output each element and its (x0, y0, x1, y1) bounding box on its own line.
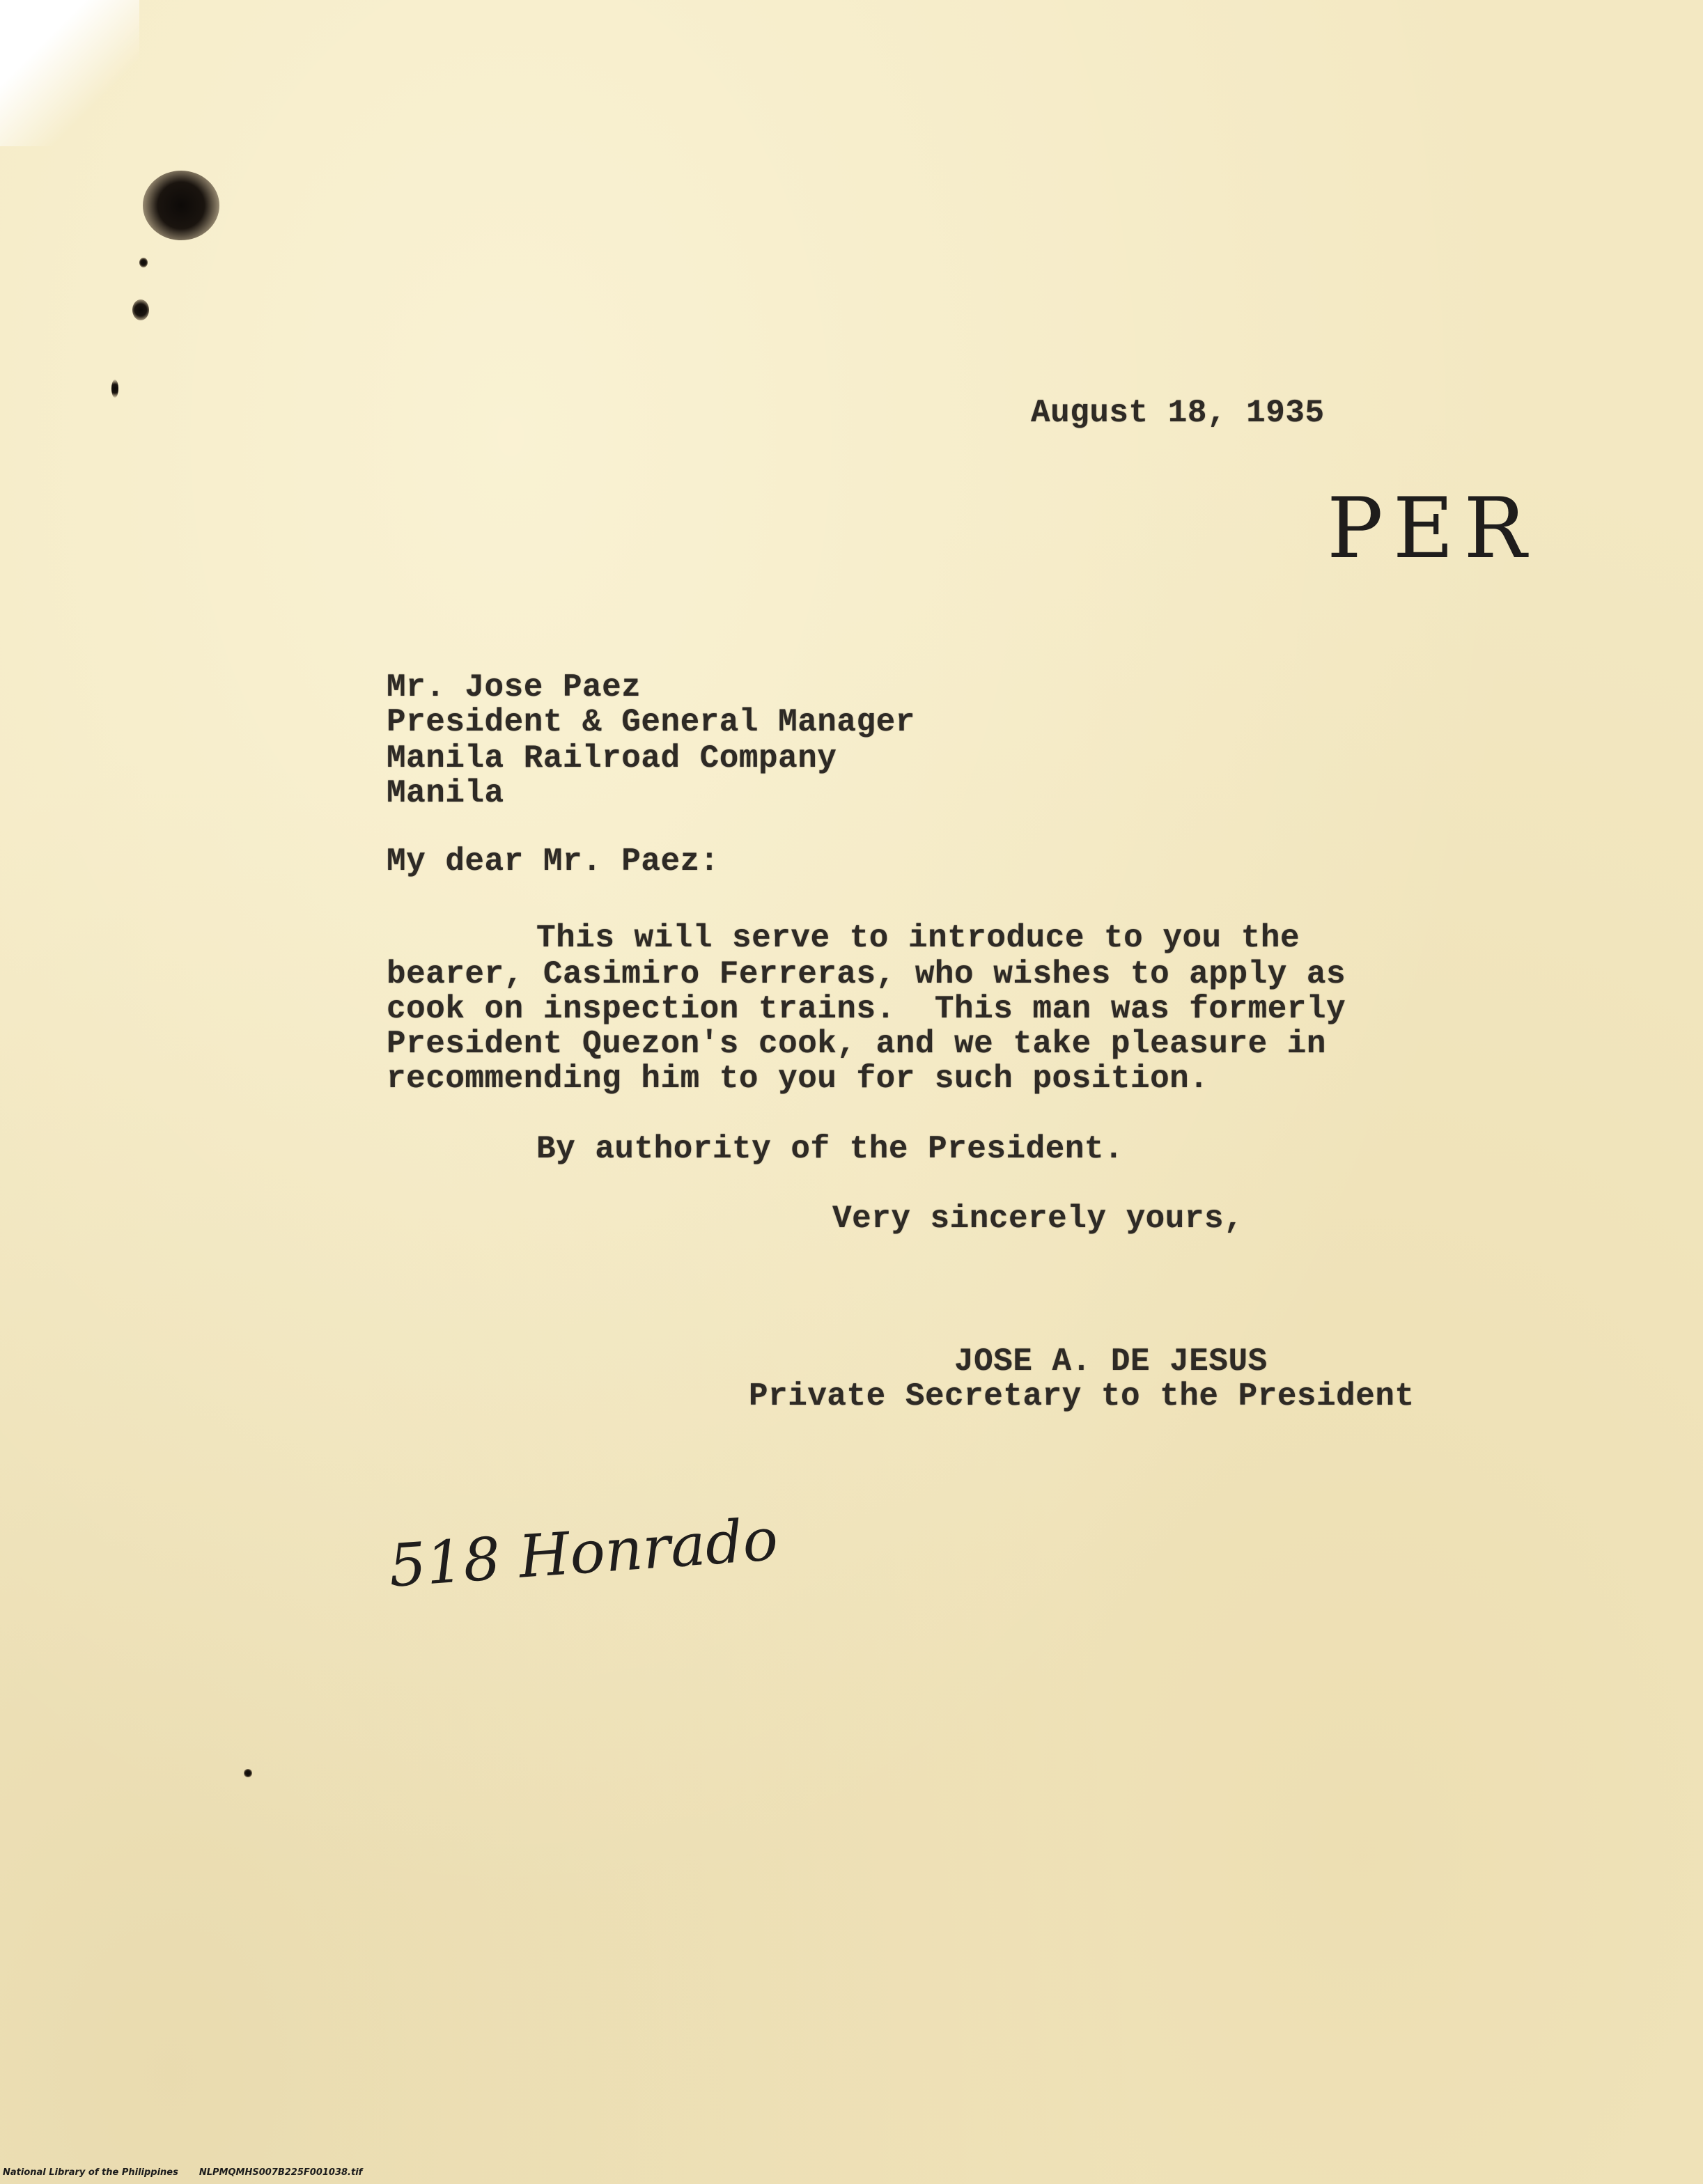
signatory-name: JOSE A. DE JESUS (954, 1343, 1268, 1380)
ink-dot (244, 1769, 252, 1777)
footer-library: National Library of the Philippines (3, 2167, 178, 2178)
burn-mark (111, 380, 118, 398)
body-line: recommending him to you for such position. (387, 1061, 1209, 1097)
recipient-name: Mr. Jose Paez (387, 669, 641, 705)
footer-file-id: NLPMQMHS007B225F001038.tif (199, 2167, 363, 2178)
salutation: My dear Mr. Paez: (387, 843, 720, 880)
authority-line: By authority of the President. (536, 1131, 1124, 1167)
letter-date: August 18, 1935 (1031, 395, 1325, 431)
burn-mark (143, 171, 219, 240)
signatory-title: Private Secretary to the President (749, 1378, 1415, 1414)
body-line: bearer, Casimiro Ferreras, who wishes to apply as (387, 956, 1346, 992)
handwritten-address: 518 Honrado (387, 1504, 781, 1600)
burn-mark (132, 299, 149, 320)
closing: Very sincerely yours, (832, 1201, 1244, 1237)
body-line: President Quezon's cook, and we take pleasure in (387, 1026, 1327, 1062)
body-line: cook on inspection trains. This man was formerly (387, 991, 1346, 1027)
recipient-city: Manila (387, 775, 504, 811)
recipient-company: Manila Railroad Company (387, 740, 837, 777)
archive-footer (3, 2167, 383, 2178)
body-line: This will serve to introduce to you the (536, 920, 1300, 956)
torn-corner (0, 0, 139, 146)
burn-mark (139, 258, 148, 267)
recipient-title: President & General Manager (387, 704, 915, 740)
handwritten-initials: PER (1327, 481, 1537, 577)
